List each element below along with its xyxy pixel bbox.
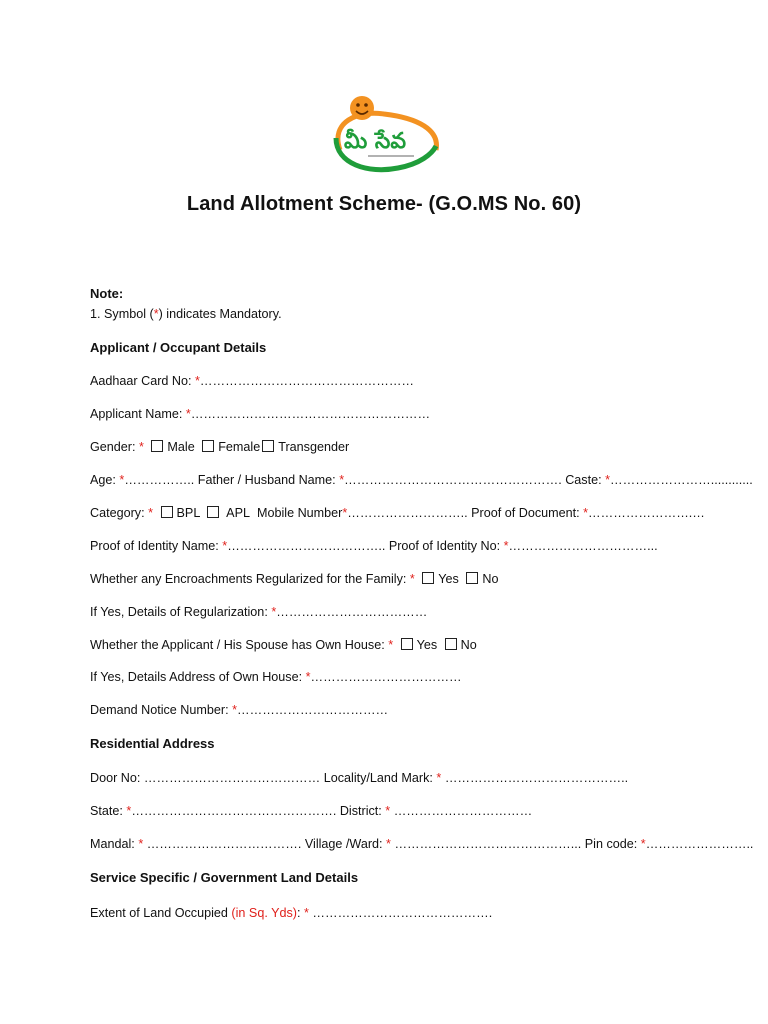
proof-no-label: Proof of Identity No: <box>388 539 504 553</box>
locality-label: Locality/Land Mark: <box>323 771 437 785</box>
village-label: Village /Ward: <box>304 837 387 851</box>
mobile-input[interactable]: ……………………….. <box>347 506 472 520</box>
page-title: Land Allotment Scheme- (G.O.MS No. 60) <box>186 193 582 215</box>
house-address-input[interactable]: ……………………………… <box>310 670 462 684</box>
required-star: * <box>503 539 509 553</box>
demand-notice-row <box>90 702 388 718</box>
gender-male-label: Male <box>167 440 195 454</box>
demand-notice-label: Demand Notice Number: <box>90 703 233 717</box>
door-no-input[interactable]: …………………………………… <box>143 771 324 785</box>
proof-identity-row <box>90 538 658 554</box>
district-input[interactable]: …………………………… <box>390 804 533 818</box>
gender-transgender-checkbox[interactable] <box>262 440 274 452</box>
district-label: District: <box>339 804 386 818</box>
gender-female-checkbox[interactable] <box>202 440 214 452</box>
village-input[interactable]: ……………………………………... <box>390 837 585 851</box>
required-star: * <box>386 837 391 851</box>
age-row <box>90 472 753 488</box>
section-residential: Residential Address <box>90 736 215 751</box>
encroach-row <box>90 571 498 587</box>
required-star: * <box>195 374 200 388</box>
required-star: * <box>139 440 144 454</box>
applicant-name-label: Applicant Name: <box>90 407 186 421</box>
section-applicant: Applicant / Occupant Details <box>90 340 267 355</box>
aadhaar-label: Aadhaar Card No: <box>90 374 196 388</box>
proof-no-input[interactable]: ……………………………... <box>508 539 658 553</box>
encroach-yes-label: Yes <box>438 572 459 586</box>
gender-male-checkbox[interactable] <box>151 440 163 452</box>
required-star: * <box>138 837 144 851</box>
required-star: * <box>339 473 345 487</box>
mobile-label: Mobile Number <box>256 506 343 520</box>
pin-label: Pin code: <box>584 837 641 851</box>
father-label: Father / Husband Name: <box>197 473 340 487</box>
caste-label: Caste: <box>565 473 606 487</box>
father-input[interactable]: ……………………………………………. <box>344 473 566 487</box>
applicant-name-input[interactable]: ………………………………………………… <box>190 407 431 421</box>
proof-name-label: Proof of Identity Name: <box>90 539 223 553</box>
required-star: * <box>305 670 311 684</box>
door-row <box>90 770 628 786</box>
pin-input[interactable]: …………………….. <box>645 837 754 851</box>
note-line <box>90 306 282 322</box>
note-text-after: ) indicates Mandatory. <box>158 307 282 321</box>
proof-doc-label: Proof of Document: <box>471 506 584 520</box>
gender-label: Gender: <box>90 440 140 454</box>
locality-input[interactable]: …………………………………….. <box>444 771 629 785</box>
regularization-label: If Yes, Details of Regularization: <box>90 605 272 619</box>
extent-input[interactable]: ……………………………………. <box>308 906 493 920</box>
gender-row <box>90 439 349 455</box>
required-star: * <box>388 638 394 652</box>
gender-female-label: Female <box>218 440 261 454</box>
note-text-before: 1. Symbol ( <box>90 307 154 321</box>
logo-script-text: మీ సేవ <box>344 129 407 154</box>
mandal-label: Mandal: <box>90 837 139 851</box>
required-star: * <box>385 804 391 818</box>
required-star: * <box>304 906 309 920</box>
regularization-input[interactable]: ……………………………… <box>276 605 428 619</box>
encroach-label: Whether any Encroachments Regularized for the Family: <box>90 572 410 586</box>
proof-name-input[interactable]: ……………………………….. <box>227 539 389 553</box>
required-star: * <box>153 307 159 321</box>
required-star: * <box>605 473 610 487</box>
category-apl-checkbox[interactable] <box>207 506 219 518</box>
extent-colon: : <box>297 906 304 920</box>
demand-notice-input[interactable]: ……………………………… <box>237 703 389 717</box>
required-star: * <box>232 703 237 717</box>
required-star: * <box>409 572 415 586</box>
state-label: State: <box>90 804 127 818</box>
caste-input[interactable]: ……………………............ <box>610 473 753 487</box>
required-star: * <box>185 407 191 421</box>
encroach-yes-checkbox[interactable] <box>422 572 434 584</box>
required-star: * <box>126 804 132 818</box>
proof-doc-input[interactable]: …………………….… <box>588 506 705 520</box>
encroach-no-label: No <box>482 572 499 586</box>
age-input[interactable]: …………….. <box>124 473 198 487</box>
required-star: * <box>583 506 589 520</box>
mee-seva-logo <box>328 92 444 176</box>
encroach-no-checkbox[interactable] <box>466 572 478 584</box>
smiley-icon <box>350 96 374 120</box>
required-star: * <box>640 837 646 851</box>
own-house-yes-label: Yes <box>416 638 438 652</box>
aadhaar-input[interactable]: …………………………………………… <box>199 374 415 388</box>
extent-row <box>90 905 492 921</box>
category-label: Category: <box>90 506 149 520</box>
mandal-input[interactable]: ………………………………. <box>143 837 305 851</box>
required-star: * <box>271 605 277 619</box>
note-heading: Note: <box>90 286 124 301</box>
required-star: * <box>342 506 348 520</box>
required-star: * <box>119 473 125 487</box>
state-input[interactable]: …………………………………………. <box>131 804 340 818</box>
own-house-yes-checkbox[interactable] <box>401 638 413 650</box>
gender-transgender-label: Transgender <box>278 440 350 454</box>
own-house-row <box>90 637 477 653</box>
applicant-name-row <box>90 406 430 422</box>
own-house-no-checkbox[interactable] <box>445 638 457 650</box>
required-star: * <box>436 771 445 785</box>
state-row <box>90 803 532 819</box>
age-label: Age: <box>90 473 120 487</box>
door-no-label: Door No: <box>90 771 144 785</box>
category-apl-label: APL <box>226 506 250 520</box>
required-star: * <box>222 539 228 553</box>
extent-label: Extent of Land Occupied <box>90 906 232 920</box>
own-house-label: Whether the Applicant / His Spouse has Own House: <box>90 638 389 652</box>
regularization-row <box>90 604 427 620</box>
mandal-row <box>90 836 753 852</box>
required-star: * <box>148 506 154 520</box>
category-row <box>90 505 705 521</box>
house-address-row <box>90 669 462 685</box>
category-bpl-checkbox[interactable] <box>161 506 173 518</box>
extent-unit: (in Sq. Yds) <box>231 906 297 920</box>
section-service: Service Specific / Government Land Details <box>90 870 359 885</box>
house-address-label: If Yes, Details Address of Own House: <box>90 670 306 684</box>
category-bpl-label: BPL <box>176 506 200 520</box>
own-house-no-label: No <box>460 638 477 652</box>
aadhaar-row <box>90 373 414 389</box>
